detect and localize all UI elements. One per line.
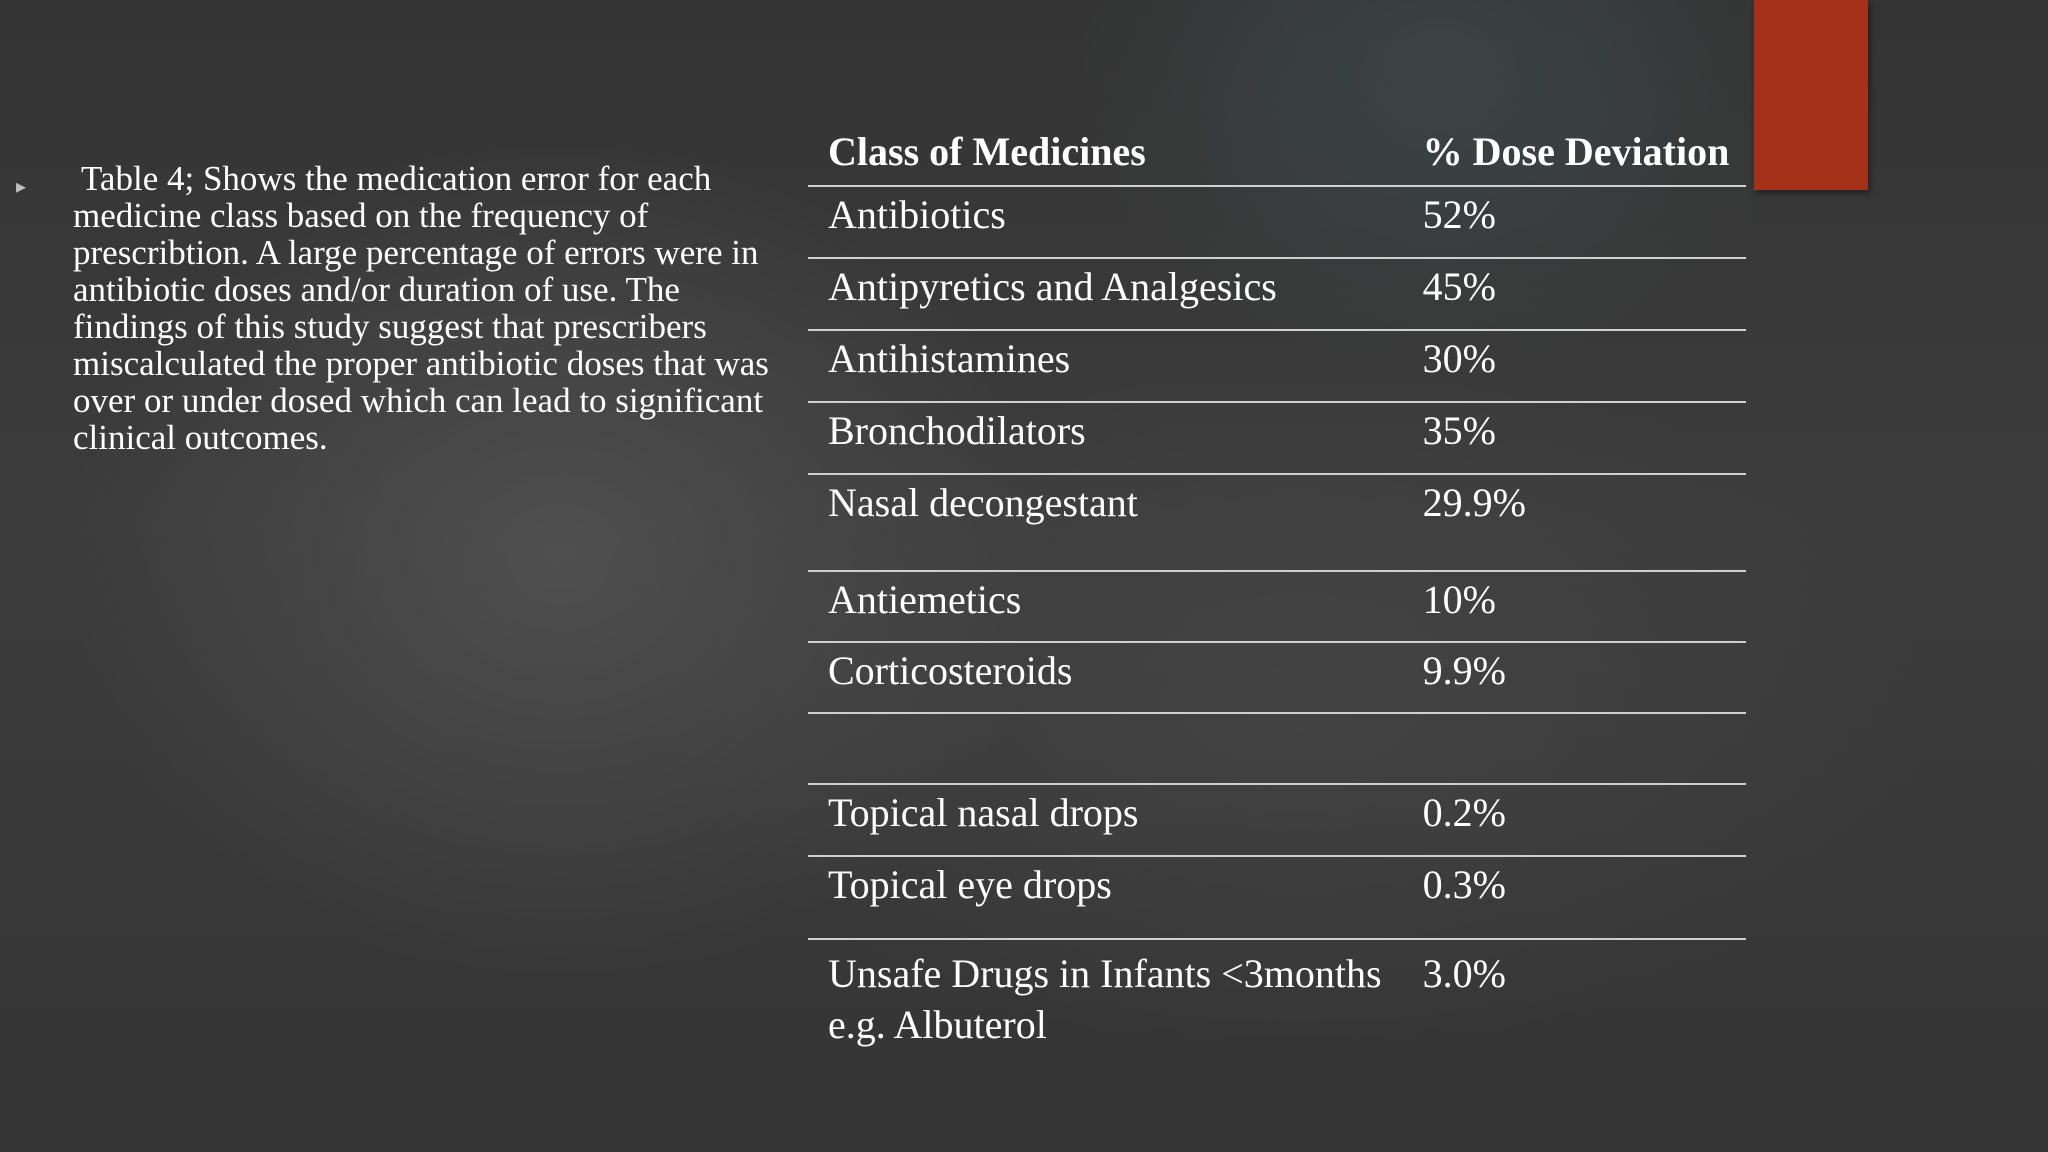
cell-medicine-class: Antipyretics and Analgesics	[808, 258, 1403, 330]
cell-medicine-class: Antihistamines	[808, 330, 1403, 402]
table-row	[808, 784, 1746, 856]
table-header-row	[808, 118, 1746, 186]
header-class-of-medicines: Class of Medicines	[808, 118, 1403, 186]
cell-dose-deviation: 30%	[1403, 330, 1746, 402]
cell-medicine-class: Bronchodilators	[808, 402, 1403, 474]
cell-dose-deviation: 35%	[1403, 402, 1746, 474]
header-dose-deviation: % Dose Deviation	[1403, 118, 1746, 186]
table-row	[808, 571, 1746, 642]
table-row	[808, 258, 1746, 330]
cell-dose-deviation: 29.9%	[1403, 474, 1746, 571]
cell-dose-deviation: 3.0%	[1422, 951, 1506, 996]
cell-medicine-class: Antibiotics	[808, 186, 1403, 258]
table-row	[808, 402, 1746, 474]
cell-medicine-class: Corticosteroids	[808, 642, 1403, 713]
cell-medicine-class: Unsafe Drugs in Infants <3months e.g. Albuterol	[828, 951, 1382, 1047]
cell-dose-deviation: 45%	[1403, 258, 1746, 330]
cell-dose-deviation: 52%	[1403, 186, 1746, 258]
cell-dose-deviation: 0.2%	[1403, 784, 1746, 856]
table-row	[808, 186, 1746, 258]
cell-dose-deviation: 0.3%	[1403, 856, 1746, 939]
table-row-empty	[808, 713, 1746, 784]
table-row	[808, 939, 1746, 1051]
accent-bar	[1754, 0, 1868, 190]
bullet-text: Table 4; Shows the medication error for each medicine class based on the frequency of prescribtion. A large percentage of errors were in antibiotic doses and/or duration of use. The findings of this study suggest that prescribers miscalculated the proper antibiotic doses that was over or under dosed which can lead to significant clinical outcomes.	[73, 159, 769, 457]
cell-medicine-class: Topical nasal drops	[808, 784, 1403, 856]
table-row	[808, 642, 1746, 713]
table-row	[808, 474, 1746, 571]
bullet-arrow-icon: ▸	[16, 176, 27, 198]
cell-dose-deviation: 9.9%	[1403, 642, 1746, 713]
cell-dose-deviation	[1403, 713, 1746, 784]
cell-medicine-class: Topical eye drops	[808, 856, 1403, 939]
medication-error-table	[808, 118, 1746, 1051]
table-row	[808, 856, 1746, 939]
cell-medicine-class: Antiemetics	[808, 571, 1403, 642]
table-row	[808, 330, 1746, 402]
cell-dose-deviation: 10%	[1403, 571, 1746, 642]
cell-medicine-class: Nasal decongestant	[808, 474, 1403, 571]
cell-medicine-class	[808, 713, 1403, 784]
